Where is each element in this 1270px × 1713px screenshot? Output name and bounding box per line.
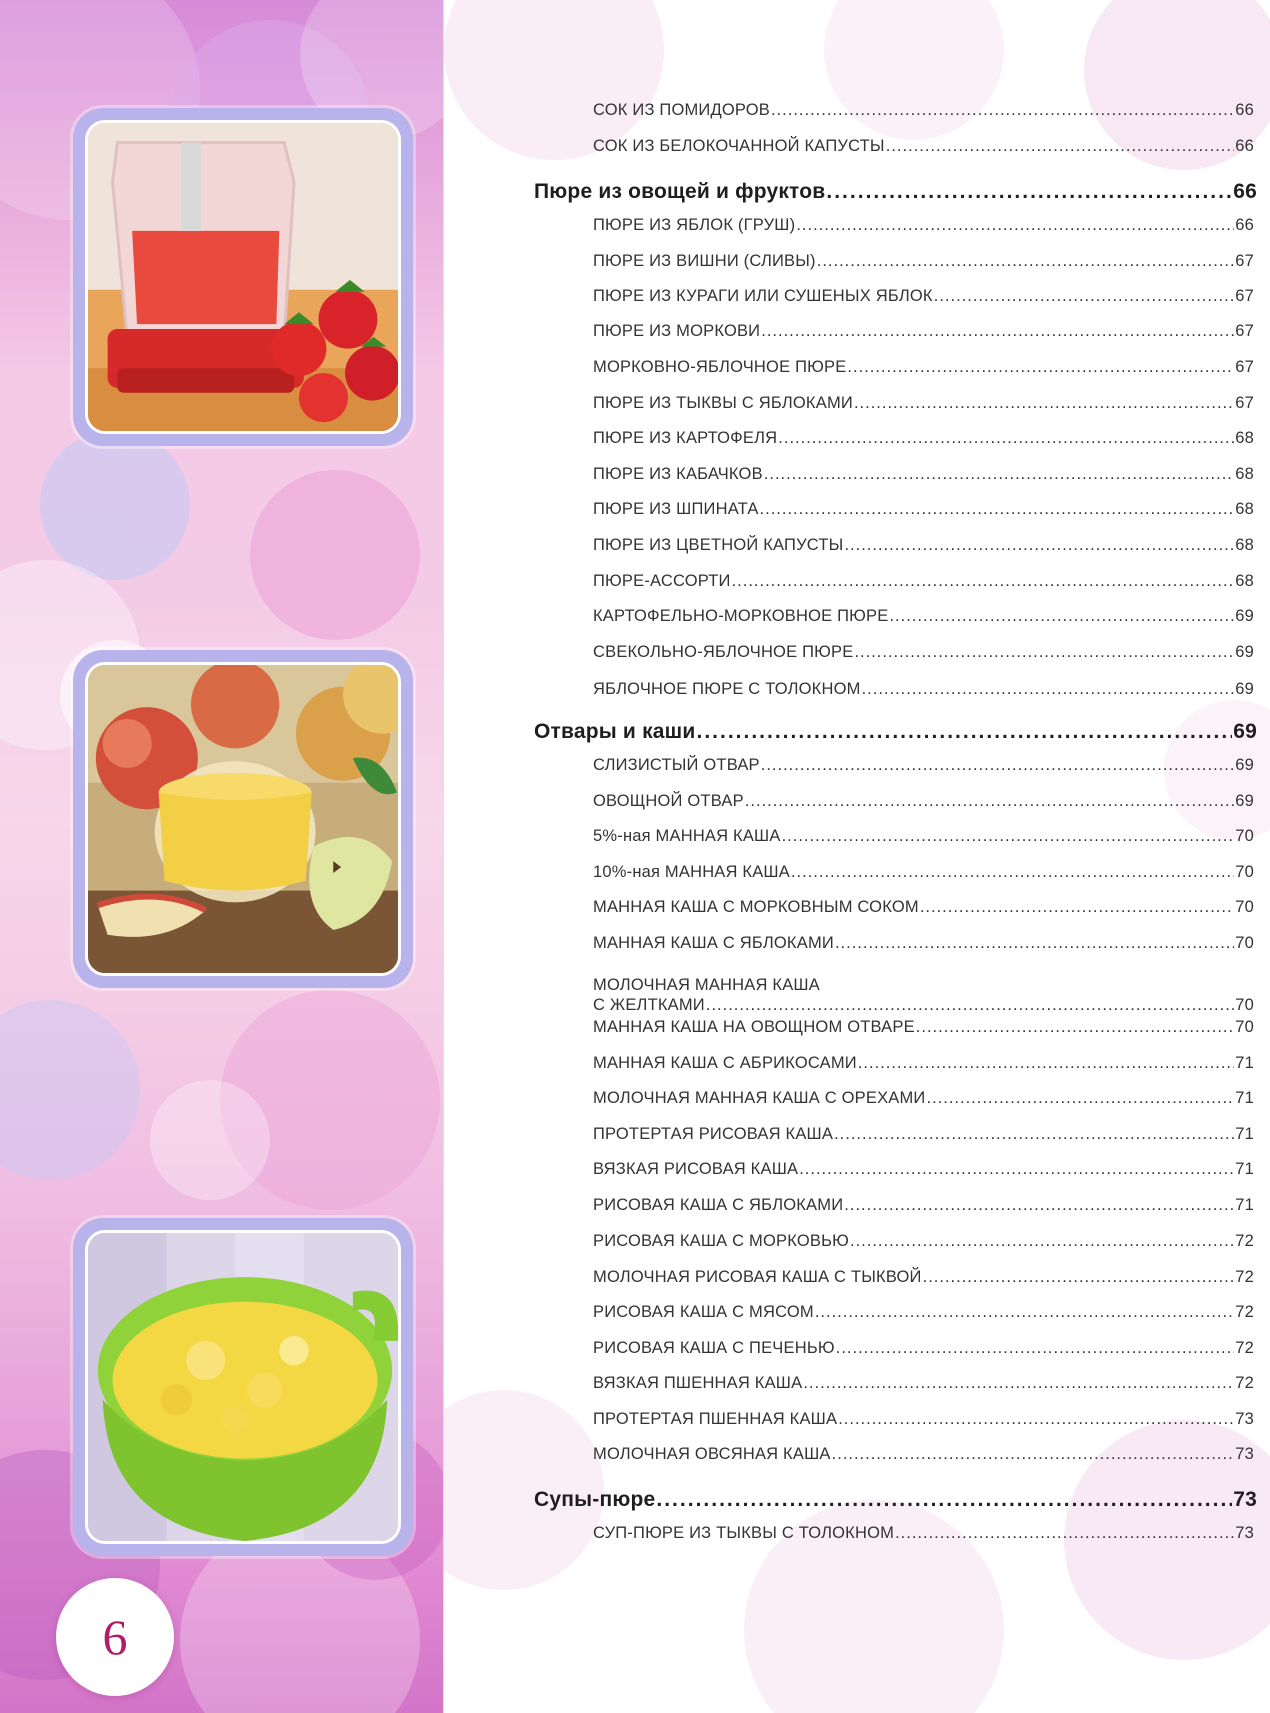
toc-section-heading[interactable] — [534, 180, 1257, 204]
dot-leader — [815, 1303, 1234, 1322]
toc-entry-page: 68 — [1235, 465, 1254, 483]
toc-entry[interactable] — [593, 500, 1254, 519]
dot-leader — [817, 252, 1234, 271]
toc-entry-title: ПЮРЕ-АССОРТИ — [593, 572, 731, 590]
toc-entry-title: ЯБЛОЧНОЕ ПЮРЕ С ТОЛОКНОМ — [593, 680, 861, 698]
toc-entry-title: ПЮРЕ ИЗ ШПИНАТА — [593, 500, 759, 518]
dot-leader — [782, 827, 1235, 846]
toc-entry[interactable] — [593, 287, 1254, 306]
toc-entry-title: СВЕКОЛЬНО-ЯБЛОЧНОЕ ПЮРЕ — [593, 643, 854, 661]
toc-entry[interactable] — [593, 1018, 1254, 1037]
decor-bubble — [250, 470, 420, 640]
toc-entry-title: 5%-ная МАННАЯ КАША — [593, 827, 781, 845]
toc-entry[interactable] — [593, 607, 1254, 626]
dot-leader — [854, 394, 1234, 413]
photo-frame-porridge — [73, 1218, 413, 1556]
toc-entry-title: МОЛОЧНАЯ ОВСЯНАЯ КАША — [593, 1445, 831, 1463]
toc-entry-page: 72 — [1235, 1374, 1254, 1392]
toc-entry-title: ПЮРЕ ИЗ ТЫКВЫ С ЯБЛОКАМИ — [593, 394, 853, 412]
toc-entry-title: КАРТОФЕЛЬНО-МОРКОВНОЕ ПЮРЕ — [593, 607, 889, 625]
toc-section-page: 66 — [1233, 180, 1257, 203]
dot-leader — [706, 996, 1234, 1015]
toc-entry-page: 66 — [1235, 137, 1254, 155]
toc-entry-page: 69 — [1235, 607, 1254, 625]
dot-leader — [760, 500, 1235, 519]
toc-entry-page: 69 — [1235, 792, 1254, 810]
toc-entry-title: ПЮРЕ ИЗ МОРКОВИ — [593, 322, 761, 340]
dot-leader — [847, 358, 1234, 377]
dot-leader — [832, 1445, 1235, 1464]
toc-entry-page: 73 — [1235, 1410, 1254, 1428]
dot-leader — [886, 137, 1235, 156]
toc-entry[interactable] — [593, 976, 1254, 1015]
toc-section-title: Супы-пюре — [534, 1488, 656, 1511]
toc-entry-page: 71 — [1235, 1160, 1254, 1178]
toc-entry-title: СУП-ПЮРЕ ИЗ ТЫКВЫ С ТОЛОКНОМ — [593, 1524, 895, 1542]
toc-entry-title: 10%-ная МАННАЯ КАША — [593, 863, 790, 881]
toc-entry-page: 71 — [1235, 1125, 1254, 1143]
toc-entry[interactable] — [593, 1339, 1254, 1358]
dot-leader — [826, 180, 1232, 204]
dot-leader — [796, 216, 1234, 235]
toc-entry[interactable] — [593, 358, 1254, 377]
toc-entry-title: МАННАЯ КАША НА ОВОЩНОМ ОТВАРЕ — [593, 1018, 915, 1036]
dot-leader — [858, 1054, 1234, 1073]
toc-entry[interactable] — [593, 536, 1254, 555]
toc-entry-page: 70 — [1235, 898, 1254, 916]
toc-entry[interactable] — [593, 465, 1254, 484]
toc-entry-title: СОК ИЗ БЕЛОКОЧАННОЙ КАПУСТЫ — [593, 137, 885, 155]
dot-leader — [844, 1196, 1234, 1215]
toc-entry-page: 66 — [1235, 101, 1254, 119]
toc-entry-page: 73 — [1235, 1445, 1254, 1463]
dot-leader — [764, 465, 1234, 484]
toc-entry-title: ПЮРЕ ИЗ КАРТОФЕЛЯ — [593, 429, 778, 447]
toc-entry[interactable] — [593, 827, 1254, 846]
toc-entry-title: ПРОТЕРТАЯ ПШЕННАЯ КАША — [593, 1410, 838, 1428]
dot-leader — [889, 607, 1234, 626]
toc-entry[interactable] — [593, 252, 1254, 271]
dot-leader — [836, 1339, 1235, 1358]
dot-leader — [771, 101, 1234, 120]
dot-leader — [844, 536, 1234, 555]
toc-entry-page: 66 — [1235, 216, 1254, 234]
toc-entry-title: ПЮРЕ ИЗ КАБАЧКОВ — [593, 465, 763, 483]
dot-leader — [761, 756, 1234, 775]
toc-entry-page: 71 — [1235, 1089, 1254, 1107]
toc-entry[interactable] — [593, 756, 1254, 775]
toc-entry-page: 67 — [1235, 394, 1254, 412]
toc-section-heading[interactable] — [534, 720, 1257, 744]
toc-entry-title: МОЛОЧНАЯ МАННАЯ КАША С ОРЕХАМИ — [593, 1089, 926, 1107]
toc-entry-page: 68 — [1235, 500, 1254, 518]
toc-entry-page: 68 — [1235, 429, 1254, 447]
toc-entry[interactable] — [593, 101, 1254, 120]
toc-entry[interactable] — [593, 429, 1254, 448]
dot-leader — [923, 1268, 1235, 1287]
toc-entry[interactable] — [593, 1160, 1254, 1179]
toc-entry-title: ПЮРЕ ИЗ КУРАГИ ИЛИ СУШЕНЫХ ЯБЛОК — [593, 287, 933, 305]
decor-bubble — [444, 0, 664, 160]
toc-entry-title: ВЯЗКАЯ ПШЕННАЯ КАША — [593, 1374, 803, 1392]
toc-entry-page: 71 — [1235, 1196, 1254, 1214]
dot-leader — [895, 1524, 1234, 1543]
toc-entry-title: ПЮРЕ ИЗ ЦВЕТНОЙ КАПУСТЫ — [593, 536, 844, 554]
toc-entry-page: 70 — [1235, 934, 1254, 952]
photo-frame-blender — [73, 108, 413, 446]
toc-section-heading[interactable] — [534, 1488, 1257, 1512]
dot-leader — [803, 1374, 1234, 1393]
toc-entry[interactable] — [593, 643, 1254, 662]
toc-entry-title: МАННАЯ КАША С МОРКОВНЫМ СОКОМ — [593, 898, 919, 916]
toc-entry-title: РИСОВАЯ КАША С МОРКОВЬЮ — [593, 1232, 849, 1250]
toc-entry[interactable] — [593, 1374, 1254, 1393]
toc-entry-title: ОВОЩНОЙ ОТВАР — [593, 792, 744, 810]
toc-entry-page: 67 — [1235, 287, 1254, 305]
toc-entry[interactable] — [593, 1125, 1254, 1144]
dot-leader — [920, 898, 1234, 917]
page-number: 6 — [102, 1609, 128, 1665]
toc-entry-page: 72 — [1235, 1303, 1254, 1321]
toc-entry-page: 68 — [1235, 572, 1254, 590]
toc-entry[interactable] — [593, 680, 1254, 699]
toc-entry[interactable] — [593, 1089, 1254, 1108]
blender-strawberry-photo — [85, 120, 401, 434]
toc-entry-title: ПЮРЕ ИЗ ЯБЛОК (ГРУШ) — [593, 216, 796, 234]
dot-leader — [656, 1488, 1232, 1512]
toc-entry[interactable] — [593, 1445, 1254, 1464]
toc-entry[interactable] — [593, 322, 1254, 341]
toc-section-page: 69 — [1233, 720, 1257, 743]
toc-entry[interactable] — [593, 863, 1254, 882]
dot-leader — [854, 643, 1234, 662]
toc-entry-title: СЛИЗИСТЫЙ ОТВАР — [593, 756, 760, 774]
photo-frame-apples — [73, 650, 413, 988]
toc-entry-title: С ЖЕЛТКАМИ — [593, 996, 705, 1014]
dot-leader — [838, 1410, 1234, 1429]
toc-entry-page: 69 — [1235, 756, 1254, 774]
toc-entry-page: 69 — [1235, 680, 1254, 698]
decorative-sidebar — [0, 0, 443, 1713]
toc-entry-title: РИСОВАЯ КАША С ПЕЧЕНЬЮ — [593, 1339, 835, 1357]
dot-leader — [761, 322, 1234, 341]
toc-entry[interactable] — [593, 898, 1254, 917]
toc-entry-page: 67 — [1235, 252, 1254, 270]
toc-entry-title: СОК ИЗ ПОМИДОРОВ — [593, 101, 770, 119]
toc-section-title: Пюре из овощей и фруктов — [534, 180, 826, 203]
toc-entry-page: 72 — [1235, 1268, 1254, 1286]
toc-entry-page: 67 — [1235, 358, 1254, 376]
dot-leader — [934, 287, 1234, 306]
toc-entry-title: МАННАЯ КАША С ЯБЛОКАМИ — [593, 934, 834, 952]
page-number-badge — [56, 1578, 174, 1696]
toc-entry-title: РИСОВАЯ КАША С МЯСОМ — [593, 1303, 814, 1321]
dot-leader — [850, 1232, 1234, 1251]
toc-entry[interactable] — [593, 572, 1254, 591]
toc-entry[interactable] — [593, 1232, 1254, 1251]
decor-bubble — [40, 430, 190, 580]
toc-entry-title: МОЛОЧНАЯ МАННАЯ КАША — [593, 976, 820, 994]
dot-leader — [696, 720, 1232, 744]
toc-entry-page: 71 — [1235, 1054, 1254, 1072]
dot-leader — [732, 572, 1235, 591]
toc-entry-page: 67 — [1235, 322, 1254, 340]
table-of-contents — [443, 0, 1270, 1713]
toc-entry[interactable] — [593, 1303, 1254, 1322]
toc-entry-page: 72 — [1235, 1232, 1254, 1250]
dot-leader — [835, 934, 1234, 953]
toc-entry-title: ПРОТЕРТАЯ РИСОВАЯ КАША — [593, 1125, 834, 1143]
decor-bubble — [150, 1080, 270, 1200]
toc-entry-title: РИСОВАЯ КАША С ЯБЛОКАМИ — [593, 1196, 844, 1214]
toc-entry-page: 69 — [1235, 643, 1254, 661]
toc-entry-title-line2 — [593, 996, 1254, 1015]
toc-entry-title: МОЛОЧНАЯ РИСОВАЯ КАША С ТЫКВОЙ — [593, 1268, 922, 1286]
toc-entry[interactable] — [593, 934, 1254, 953]
toc-entry[interactable] — [593, 216, 1254, 235]
toc-entry[interactable] — [593, 1054, 1254, 1073]
toc-entry-title: ВЯЗКАЯ РИСОВАЯ КАША — [593, 1160, 799, 1178]
toc-entry[interactable] — [593, 1410, 1254, 1429]
toc-entry[interactable] — [593, 1196, 1254, 1215]
toc-entry[interactable] — [593, 1524, 1254, 1543]
toc-entry[interactable] — [593, 792, 1254, 811]
toc-entry-title: ПЮРЕ ИЗ ВИШНИ (СЛИВЫ) — [593, 252, 816, 270]
porridge-pot-photo — [85, 1230, 401, 1544]
dot-leader — [791, 863, 1234, 882]
toc-entry-page: 68 — [1235, 536, 1254, 554]
toc-entry-page: 70 — [1235, 996, 1254, 1014]
dot-leader — [778, 429, 1234, 448]
toc-section-page: 73 — [1233, 1488, 1257, 1511]
toc-entry-title: МАННАЯ КАША С АБРИКОСАМИ — [593, 1054, 857, 1072]
toc-entry[interactable] — [593, 1268, 1254, 1287]
toc-entry[interactable] — [593, 394, 1254, 413]
apple-puree-photo — [85, 662, 401, 976]
toc-entry-title: МОРКОВНО-ЯБЛОЧНОЕ ПЮРЕ — [593, 358, 847, 376]
toc-entry-page: 72 — [1235, 1339, 1254, 1357]
dot-leader — [745, 792, 1234, 811]
dot-leader — [927, 1089, 1235, 1108]
dot-leader — [799, 1160, 1234, 1179]
decor-bubble — [0, 1000, 140, 1180]
dot-leader — [862, 680, 1235, 699]
toc-entry-page: 70 — [1235, 1018, 1254, 1036]
toc-entry-page: 73 — [1235, 1524, 1254, 1542]
dot-leader — [834, 1125, 1234, 1144]
toc-entry-page: 70 — [1235, 863, 1254, 881]
dot-leader — [916, 1018, 1234, 1037]
toc-entry[interactable] — [593, 137, 1254, 156]
toc-entry-page: 70 — [1235, 827, 1254, 845]
toc-section-title: Отвары и каши — [534, 720, 696, 743]
